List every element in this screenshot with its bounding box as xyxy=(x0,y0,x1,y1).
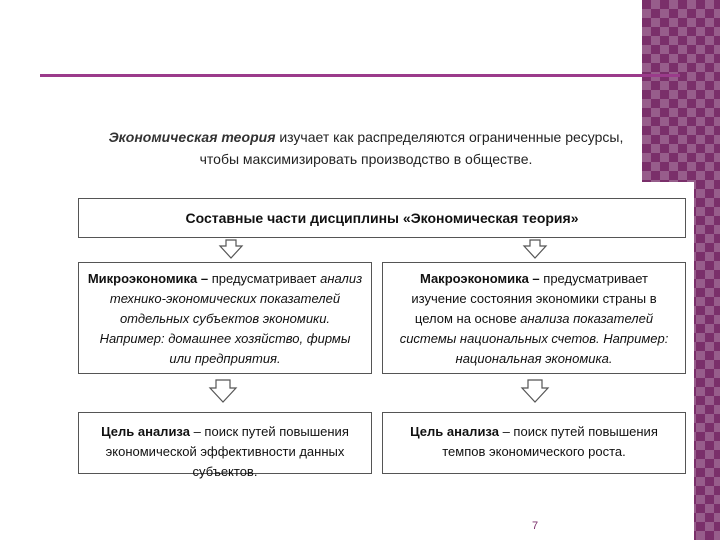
macro-goal-term: Цель анализа xyxy=(410,424,499,439)
macro-goal-box xyxy=(382,412,686,474)
arrow-down-icon xyxy=(522,380,548,402)
arrow-down-icon xyxy=(524,240,546,258)
page-number: 7 xyxy=(532,520,539,532)
microeconomics-text: предусматривает xyxy=(211,271,321,286)
intro-term: Экономическая теория xyxy=(108,129,276,145)
macroeconomics-term: Макроэкономика – xyxy=(419,271,544,286)
macroeconomics-text: предусматривает изучение состояния экономики страны в целом на основе xyxy=(411,271,657,326)
arrow-down-icon xyxy=(220,240,242,258)
micro-goal-box xyxy=(78,412,372,479)
macro-goal-text: – поиск путей повышения темпов экономического роста. xyxy=(442,424,658,459)
intro-line1: изучает как распределяются ограниченные ресурсы, xyxy=(275,129,624,145)
arrow-down-icon xyxy=(210,380,236,402)
macroeconomics-italic: анализа показателей системы национальных счетов. Например: национальная экономика. xyxy=(399,311,669,366)
macroeconomics-box xyxy=(382,262,686,374)
micro-goal-term: Цель анализа xyxy=(101,424,190,439)
micro-goal-text: – поиск путей повышения экономической эффективности данных субъектов. xyxy=(105,424,349,479)
diagram-title-box: Составные части дисциплины «Экономическая теория» xyxy=(78,198,686,238)
microeconomics-italic: анализ технико-экономических показателей отдельных субъектов экономики. Например: домашнее хозяйство, фирмы или предприятия. xyxy=(99,271,363,366)
intro-line2: чтобы максимизировать производство в обществе. xyxy=(199,151,533,167)
microeconomics-box xyxy=(78,262,372,374)
microeconomics-term: Микроэкономика – xyxy=(87,271,212,286)
